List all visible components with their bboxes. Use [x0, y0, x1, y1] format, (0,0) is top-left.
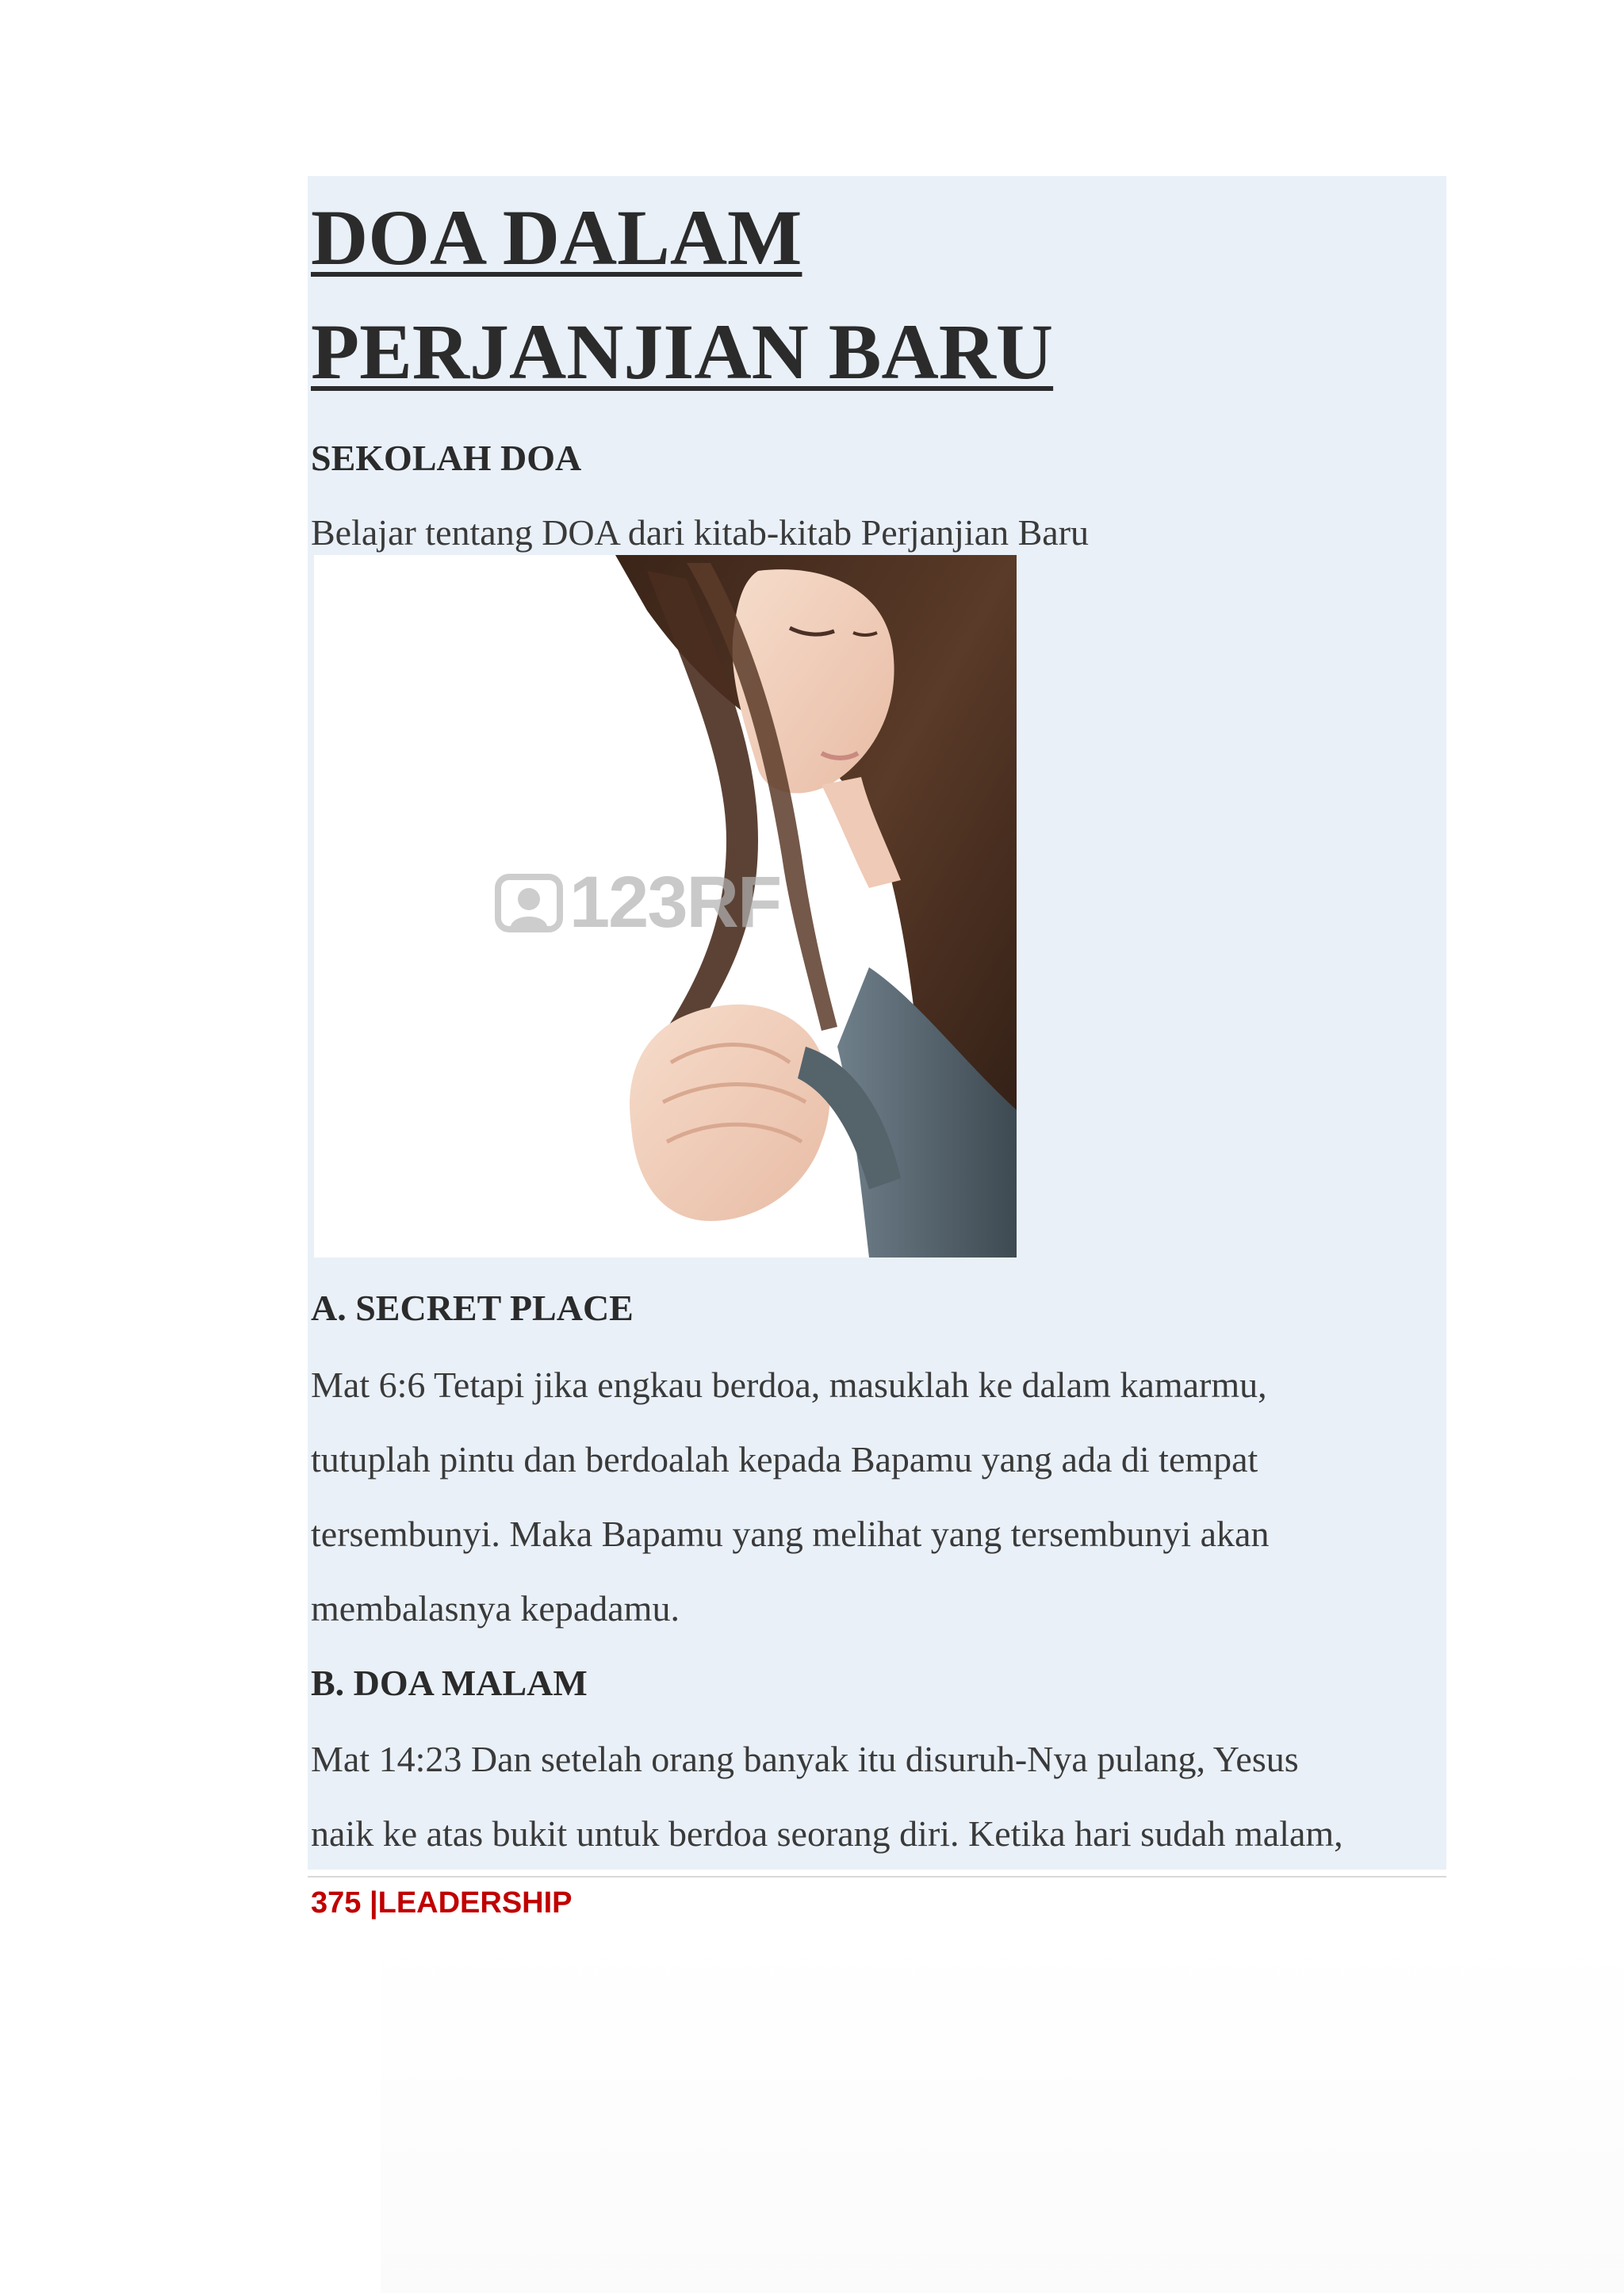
watermark-text: 123RF [569, 862, 781, 943]
section-heading-doa-malam: B. DOA MALAM [311, 1663, 588, 1703]
title-line-2: PERJANJIAN BARU [311, 308, 1054, 396]
footer-separator: | [361, 1886, 378, 1920]
title-line-1: DOA DALAM [311, 193, 802, 281]
verse-line: tutuplah pintu dan berdoalah kepada Bapamu yang ada di tempat [311, 1439, 1258, 1480]
page-footer [311, 1881, 573, 1925]
verse-line: naik ke atas bukit untuk berdoa seorang diri. Ketika hari sudah malam, [311, 1813, 1343, 1854]
section-heading-secret-place: A. SECRET PLACE [311, 1288, 634, 1328]
verse-line: tersembunyi. Maka Bapamu yang melihat yang tersembunyi akan [311, 1514, 1270, 1554]
page-background [381, 1935, 1624, 2293]
page-number: 375 [311, 1886, 362, 1920]
verse-line: Mat 6:6 Tetapi jika engkau berdoa, masuklah ke dalam kamarmu, [311, 1365, 1267, 1405]
footer-label: LEADERSHIP [377, 1886, 573, 1920]
intro-text: Belajar tentang DOA dari kitab-kitab Perjanjian Baru [311, 512, 1090, 553]
verse-line: Mat 14:23 Dan setelah orang banyak itu disuruh-Nya pulang, Yesus [311, 1739, 1299, 1779]
subtitle: SEKOLAH DOA [311, 438, 582, 478]
footer-divider [308, 1876, 1446, 1878]
document-title [311, 181, 1053, 409]
verse-line: membalasnya kepadamu. [311, 1588, 680, 1629]
verse-mat-14-23 [311, 1722, 1437, 1871]
verse-mat-6-6 [311, 1348, 1437, 1646]
praying-woman-photo [314, 555, 1017, 1258]
